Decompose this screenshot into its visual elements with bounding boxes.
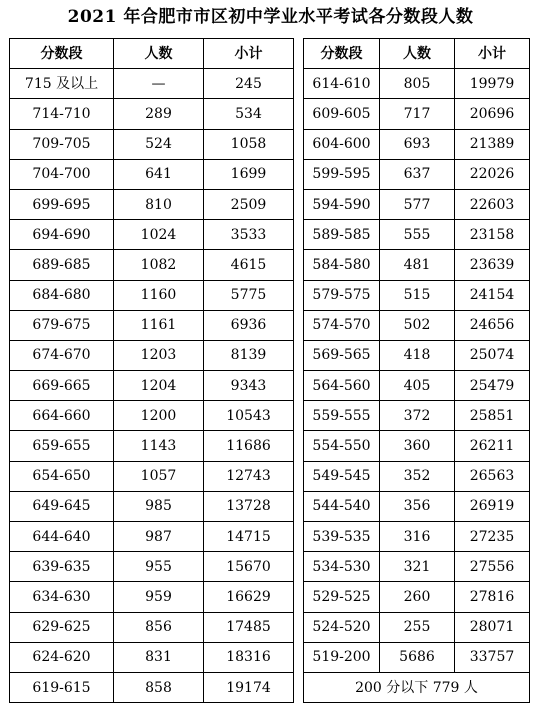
cell-cumulative: 24656 [455,310,530,340]
table-row [10,672,294,702]
cell-cumulative: 22603 [455,189,530,219]
table-row [304,69,530,99]
cell-cumulative: 15670 [204,552,294,582]
cell-score-range: 559-555 [304,401,380,431]
table-row [10,642,294,672]
cell-count: 637 [380,159,455,189]
cell-score-range: 594-590 [304,189,380,219]
cell-score-range: 644-640 [10,522,114,552]
table-row [304,491,530,521]
cell-cumulative: 1058 [204,129,294,159]
table-row [304,159,530,189]
cell-cumulative: 27556 [455,552,530,582]
cell-cumulative: 25479 [455,371,530,401]
cell-cumulative: 23639 [455,250,530,280]
cell-cumulative: 25074 [455,340,530,370]
cell-score-range: 709-705 [10,129,114,159]
cell-count: 289 [114,99,204,129]
cell-cumulative: 26563 [455,461,530,491]
cell-score-range: 689-685 [10,250,114,280]
cell-score-range: 639-635 [10,552,114,582]
table-row [10,371,294,401]
cell-cumulative: 8139 [204,340,294,370]
table-row [10,612,294,642]
cell-cumulative: 17485 [204,612,294,642]
cell-count: 1057 [114,461,204,491]
cell-count: 856 [114,612,204,642]
score-table-right [303,38,530,703]
table-row [304,401,530,431]
score-table-left [9,38,294,703]
table-row [10,99,294,129]
cell-score-range: 569-565 [304,340,380,370]
table-row [304,642,530,672]
table-row [10,401,294,431]
cell-count: 316 [380,522,455,552]
cell-count: 810 [114,189,204,219]
cell-score-range: 614-610 [304,69,380,99]
table-row [304,371,530,401]
cell-score-range: 589-585 [304,220,380,250]
cell-cumulative: 16629 [204,582,294,612]
table-row [304,340,530,370]
table-row [304,220,530,250]
cell-count: 641 [114,159,204,189]
cell-score-range: 704-700 [10,159,114,189]
cell-score-range: 649-645 [10,491,114,521]
table-row [10,582,294,612]
cell-score-range: 609-605 [304,99,380,129]
header-cumulative: 小计 [455,39,530,69]
table-row [10,491,294,521]
cell-count: 717 [380,99,455,129]
cell-count: 405 [380,371,455,401]
cell-count: 555 [380,220,455,250]
table-row [10,69,294,99]
cell-count: 1160 [114,280,204,310]
cell-score-range: 604-600 [304,129,380,159]
cell-score-range: 654-650 [10,461,114,491]
cell-cumulative: 22026 [455,159,530,189]
footnote-row [304,672,530,702]
cell-cumulative: 20696 [455,99,530,129]
cell-score-range: 579-575 [304,280,380,310]
cell-score-range: 699-695 [10,189,114,219]
page-title: 2021 年合肥市市区初中学业水平考试各分数段人数 [67,7,474,27]
table-row [10,250,294,280]
cell-score-range: 599-595 [304,159,380,189]
cell-score-range: 539-535 [304,522,380,552]
cell-count: 985 [114,491,204,521]
cell-cumulative: 18316 [204,642,294,672]
header-score-range: 分数段 [304,39,380,69]
header-score-range: 分数段 [10,39,114,69]
cell-score-range: 714-710 [10,99,114,129]
cell-score-range: 534-530 [304,552,380,582]
cell-cumulative: 14715 [204,522,294,552]
cell-count: 260 [380,582,455,612]
cell-count: 360 [380,431,455,461]
cell-cumulative: 27816 [455,582,530,612]
table-row [10,461,294,491]
cell-score-range: 624-620 [10,642,114,672]
cell-count: 524 [114,129,204,159]
table-row [304,522,530,552]
cell-count: 577 [380,189,455,219]
cell-count: 515 [380,280,455,310]
cell-cumulative: 28071 [455,612,530,642]
cell-cumulative: 24154 [455,280,530,310]
cell-count: 1203 [114,340,204,370]
cell-cumulative: 26211 [455,431,530,461]
table-header-row [10,39,294,69]
cell-cumulative: 27235 [455,522,530,552]
cell-score-range: 715 及以上 [10,69,114,99]
cell-score-range: 664-660 [10,401,114,431]
cell-cumulative: 19174 [204,672,294,702]
cell-count: 1024 [114,220,204,250]
cell-count: 831 [114,642,204,672]
cell-cumulative: 26919 [455,491,530,521]
cell-score-range: 564-560 [304,371,380,401]
cell-cumulative: 6936 [204,310,294,340]
cell-cumulative: 13728 [204,491,294,521]
cell-score-range: 659-655 [10,431,114,461]
cell-score-range: 669-665 [10,371,114,401]
table-row [304,99,530,129]
table-row [10,340,294,370]
cell-count: 5686 [380,642,455,672]
table-row [10,552,294,582]
cell-count: 352 [380,461,455,491]
cell-count: 1082 [114,250,204,280]
cell-count: 356 [380,491,455,521]
cell-count: 987 [114,522,204,552]
cell-score-range: 619-615 [10,672,114,702]
header-cumulative: 小计 [204,39,294,69]
cell-score-range: 549-545 [304,461,380,491]
table-header-row [304,39,530,69]
table-row [304,552,530,582]
cell-cumulative: 33757 [455,642,530,672]
cell-cumulative: 3533 [204,220,294,250]
cell-score-range: 694-690 [10,220,114,250]
cell-cumulative: 245 [204,69,294,99]
cell-count: 1200 [114,401,204,431]
cell-score-range: 544-540 [304,491,380,521]
cell-cumulative: 21389 [455,129,530,159]
cell-cumulative: 19979 [455,69,530,99]
cell-score-range: 574-570 [304,310,380,340]
cell-cumulative: 9343 [204,371,294,401]
cell-count: 418 [380,340,455,370]
table-row [10,280,294,310]
cell-count: 1204 [114,371,204,401]
cell-score-range: 554-550 [304,431,380,461]
cell-score-range: 684-680 [10,280,114,310]
table-row [304,250,530,280]
table-row [10,189,294,219]
table-row [10,159,294,189]
cell-cumulative: 10543 [204,401,294,431]
cell-cumulative: 2509 [204,189,294,219]
table-row [10,522,294,552]
cell-count: 502 [380,310,455,340]
cell-score-range: 674-670 [10,340,114,370]
table-row [10,431,294,461]
table-row [304,310,530,340]
cell-count: 372 [380,401,455,431]
header-count: 人数 [114,39,204,69]
table-row [304,461,530,491]
cell-cumulative: 11686 [204,431,294,461]
cell-count: 481 [380,250,455,280]
table-row [304,582,530,612]
cell-count: 959 [114,582,204,612]
table-row [304,431,530,461]
cell-cumulative: 25851 [455,401,530,431]
cell-count: 255 [380,612,455,642]
table-row [304,280,530,310]
cell-count: 805 [380,69,455,99]
cell-count: 955 [114,552,204,582]
table-row [304,189,530,219]
cell-score-range: 524-520 [304,612,380,642]
cell-cumulative: 1699 [204,159,294,189]
header-count: 人数 [380,39,455,69]
footnote: 200 分以下 779 人 [304,672,530,702]
table-row [304,129,530,159]
cell-count: 321 [380,552,455,582]
cell-score-range: 629-625 [10,612,114,642]
cell-count: — [114,69,204,99]
cell-score-range: 679-675 [10,310,114,340]
cell-score-range: 634-630 [10,582,114,612]
cell-count: 1143 [114,431,204,461]
cell-cumulative: 4615 [204,250,294,280]
cell-score-range: 519-200 [304,642,380,672]
table-row [10,310,294,340]
cell-count: 693 [380,129,455,159]
table-row [10,220,294,250]
table-row [304,612,530,642]
cell-cumulative: 5775 [204,280,294,310]
table-row [10,129,294,159]
cell-cumulative: 23158 [455,220,530,250]
cell-cumulative: 534 [204,99,294,129]
cell-count: 1161 [114,310,204,340]
cell-count: 858 [114,672,204,702]
cell-score-range: 584-580 [304,250,380,280]
cell-cumulative: 12743 [204,461,294,491]
cell-score-range: 529-525 [304,582,380,612]
